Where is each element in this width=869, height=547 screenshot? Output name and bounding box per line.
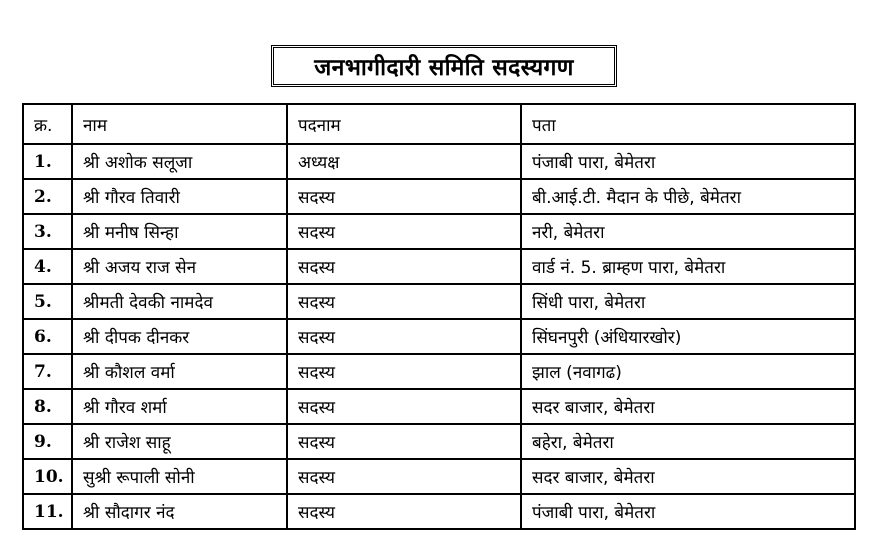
cell-designation: सदस्य: [287, 319, 521, 354]
cell-designation: सदस्य: [287, 179, 521, 214]
cell-address: पंजाबी पारा, बेमेतरा: [521, 494, 855, 529]
cell-address: झाल (नवागढ): [521, 354, 855, 389]
cell-address: पंजाबी पारा, बेमेतरा: [521, 144, 855, 179]
table-row: [23, 144, 855, 179]
cell-name: श्री सौदागर नंद: [72, 494, 287, 529]
cell-designation: सदस्य: [287, 424, 521, 459]
cell-designation: सदस्य: [287, 214, 521, 249]
header-name: नाम: [72, 104, 287, 144]
cell-serial: 8.: [23, 389, 72, 424]
cell-name: श्री अजय राज सेन: [72, 249, 287, 284]
cell-address: सदर बाजार, बेमेतरा: [521, 459, 855, 494]
cell-address: नरी, बेमेतरा: [521, 214, 855, 249]
cell-address: वार्ड नं. 5. ब्राम्हण पारा, बेमेतरा: [521, 249, 855, 284]
table-row: [23, 319, 855, 354]
cell-address: सिंधी पारा, बेमेतरा: [521, 284, 855, 319]
cell-address: सिंघनपुरी (अंधियारखोर): [521, 319, 855, 354]
cell-designation: सदस्य: [287, 249, 521, 284]
table-row: [23, 424, 855, 459]
cell-designation: सदस्य: [287, 459, 521, 494]
cell-serial: 6.: [23, 319, 72, 354]
table-row: [23, 459, 855, 494]
cell-address: बहेरा, बेमेतरा: [521, 424, 855, 459]
table-header-row: [23, 104, 855, 144]
table-row: [23, 284, 855, 319]
cell-name: श्री मनीष सिन्हा: [72, 214, 287, 249]
table-row: [23, 179, 855, 214]
cell-name: श्री अशोक सलूजा: [72, 144, 287, 179]
table-row: [23, 389, 855, 424]
cell-designation: सदस्य: [287, 284, 521, 319]
cell-serial: 10.: [23, 459, 72, 494]
cell-name: सुश्री रूपाली सोनी: [72, 459, 287, 494]
page-title: जनभागीदारी समिति सदस्यगण: [271, 45, 617, 87]
header-address: पता: [521, 104, 855, 144]
header-serial: क्र.: [23, 104, 72, 144]
cell-name: श्री राजेश साहू: [72, 424, 287, 459]
cell-name: श्रीमती देवकी नामदेव: [72, 284, 287, 319]
cell-address: बी.आई.टी. मैदान के पीछे, बेमेतरा: [521, 179, 855, 214]
table-row: [23, 494, 855, 529]
cell-designation: सदस्य: [287, 389, 521, 424]
cell-serial: 5.: [23, 284, 72, 319]
cell-serial: 7.: [23, 354, 72, 389]
table-row: [23, 354, 855, 389]
cell-serial: 2.: [23, 179, 72, 214]
cell-serial: 3.: [23, 214, 72, 249]
cell-serial: 11.: [23, 494, 72, 529]
cell-name: श्री गौरव शर्मा: [72, 389, 287, 424]
cell-address: सदर बाजार, बेमेतरा: [521, 389, 855, 424]
cell-designation: सदस्य: [287, 354, 521, 389]
cell-serial: 1.: [23, 144, 72, 179]
members-table: [22, 103, 856, 530]
table-row: [23, 249, 855, 284]
cell-designation: सदस्य: [287, 494, 521, 529]
cell-designation: अध्यक्ष: [287, 144, 521, 179]
cell-name: श्री गौरव तिवारी: [72, 179, 287, 214]
table-row: [23, 214, 855, 249]
header-designation: पदनाम: [287, 104, 521, 144]
cell-name: श्री दीपक दीनकर: [72, 319, 287, 354]
cell-serial: 4.: [23, 249, 72, 284]
cell-serial: 9.: [23, 424, 72, 459]
cell-name: श्री कौशल वर्मा: [72, 354, 287, 389]
